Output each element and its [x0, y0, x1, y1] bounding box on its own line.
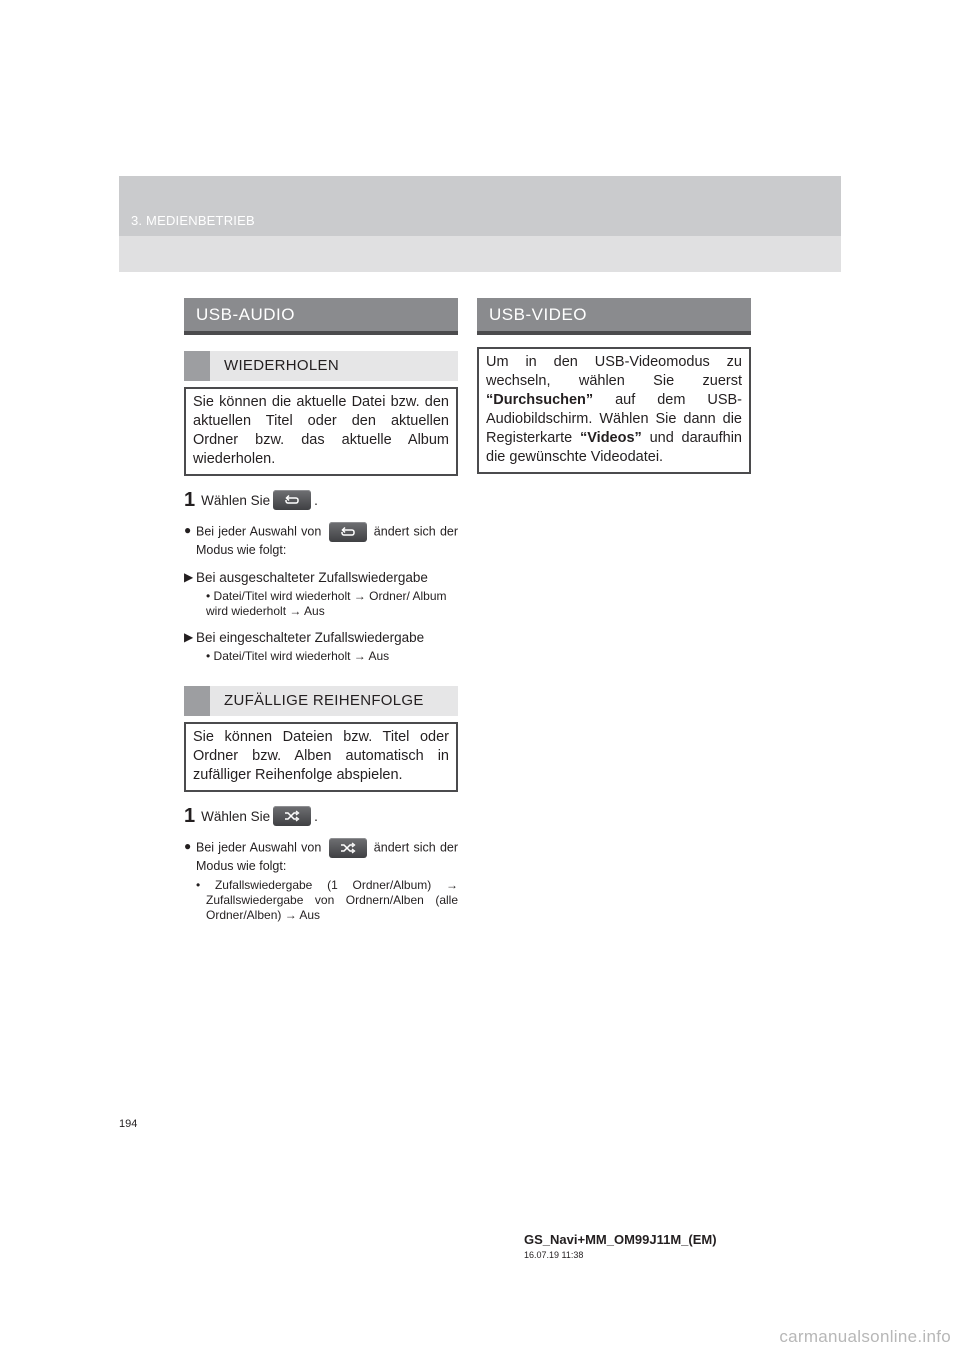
- shuffle-button-inline: [329, 838, 367, 858]
- section-title-usb-audio: USB-AUDIO: [184, 298, 458, 335]
- random-intro-box: Sie können Dateien bzw. Titel oder Ordner bzw. Alben automatisch in zufälliger Reihenfolge abspielen.: [184, 722, 458, 792]
- case-shuffle-on-title: Bei eingeschalteter Zufallswiedergabe: [196, 630, 425, 645]
- repeat-intro-box: Sie können die aktuelle Datei bzw. den aktuellen Titel oder den aktuellen Ordner bzw. das aktuelle Album wiederholen.: [184, 387, 458, 476]
- video-text-a: Um in den USB-Videomodus zu wechseln, wählen Sie zuerst: [486, 354, 742, 389]
- section-title-usb-video: USB-VIDEO: [477, 298, 751, 335]
- usb-video-box: [477, 347, 751, 474]
- left-column: [184, 298, 458, 923]
- repeat-icon: [284, 494, 300, 506]
- document-code: GS_Navi+MM_OM99J11M_(EM): [524, 1232, 717, 1247]
- video-bold-durchsuchen: “Durchsuchen”: [486, 392, 594, 408]
- video-text-b: auf dem USB-Audiobildschirm. Wählen Sie dann die Registerkarte: [486, 392, 742, 446]
- random-mode-sequence: • Zufallswiedergabe (1 Ordner/Album) → Zufallswiedergabe von Ordnern/Alben (alle Ordner/Alben) → Aus: [196, 878, 458, 922]
- step-number: 1: [184, 489, 196, 511]
- document-date: 16.07.19 11:38: [524, 1250, 584, 1260]
- triangle-right-icon: ▶: [184, 570, 194, 584]
- bullet-pre: Bei jeder Auswahl von: [196, 840, 322, 855]
- case-shuffle-on: [184, 629, 458, 664]
- step-end: .: [314, 492, 318, 508]
- random-bullet: [184, 838, 458, 923]
- random-step: [184, 806, 458, 826]
- shuffle-icon: [340, 842, 356, 854]
- subsection-title-repeat: [184, 351, 458, 381]
- chapter-title: 3. MEDIENBETRIEB: [131, 213, 255, 228]
- header-strip: [119, 236, 841, 272]
- watermark: carmanualsonline.info: [779, 1327, 951, 1346]
- subsection-title-random-label: ZUFÄLLIGE REIHENFOLGE: [224, 692, 424, 709]
- bullet-icon: ●: [184, 523, 192, 537]
- subsection-marker: [184, 686, 210, 716]
- triangle-right-icon: ▶: [184, 630, 194, 644]
- subsection-title-random: [184, 686, 458, 716]
- case-shuffle-off-line2: wird wiederholt → Aus: [206, 604, 325, 618]
- bullet-pre: Bei jeder Auswahl von: [196, 524, 322, 539]
- subsection-marker: [184, 351, 210, 381]
- repeat-icon: [340, 526, 356, 538]
- case-shuffle-off: [184, 569, 458, 619]
- subsection-title-repeat-label: WIEDERHOLEN: [224, 357, 339, 374]
- repeat-bullet: [184, 522, 458, 559]
- video-bold-videos: “Videos”: [580, 430, 642, 446]
- video-text-c: und daraufhin die gewünschte Videodatei.: [486, 430, 743, 465]
- case-shuffle-on-line1: • Datei/Titel wird wiederholt → Aus: [206, 649, 390, 663]
- bullet-icon: ●: [184, 839, 192, 853]
- step-number: 1: [184, 805, 196, 827]
- case-shuffle-off-title: Bei ausgeschalteter Zufallswiedergabe: [196, 570, 428, 585]
- repeat-step: [184, 490, 458, 510]
- step-text: Wählen Sie: [201, 492, 271, 508]
- shuffle-button[interactable]: [273, 806, 311, 826]
- right-column: [477, 298, 751, 474]
- page-number: 194: [119, 1118, 138, 1130]
- bullet-post: ändert sich der Modus wie folgt:: [196, 840, 459, 873]
- bullet-post: ändert sich der Modus wie folgt:: [196, 524, 459, 557]
- case-shuffle-off-line1: • Datei/Titel wird wiederholt → Ordner/ Album: [206, 589, 447, 603]
- repeat-button[interactable]: [273, 490, 311, 510]
- shuffle-icon: [284, 810, 300, 822]
- step-end: .: [314, 808, 318, 824]
- repeat-button-inline: [329, 522, 367, 542]
- chapter-header: [119, 176, 841, 272]
- step-text: Wählen Sie: [201, 808, 271, 824]
